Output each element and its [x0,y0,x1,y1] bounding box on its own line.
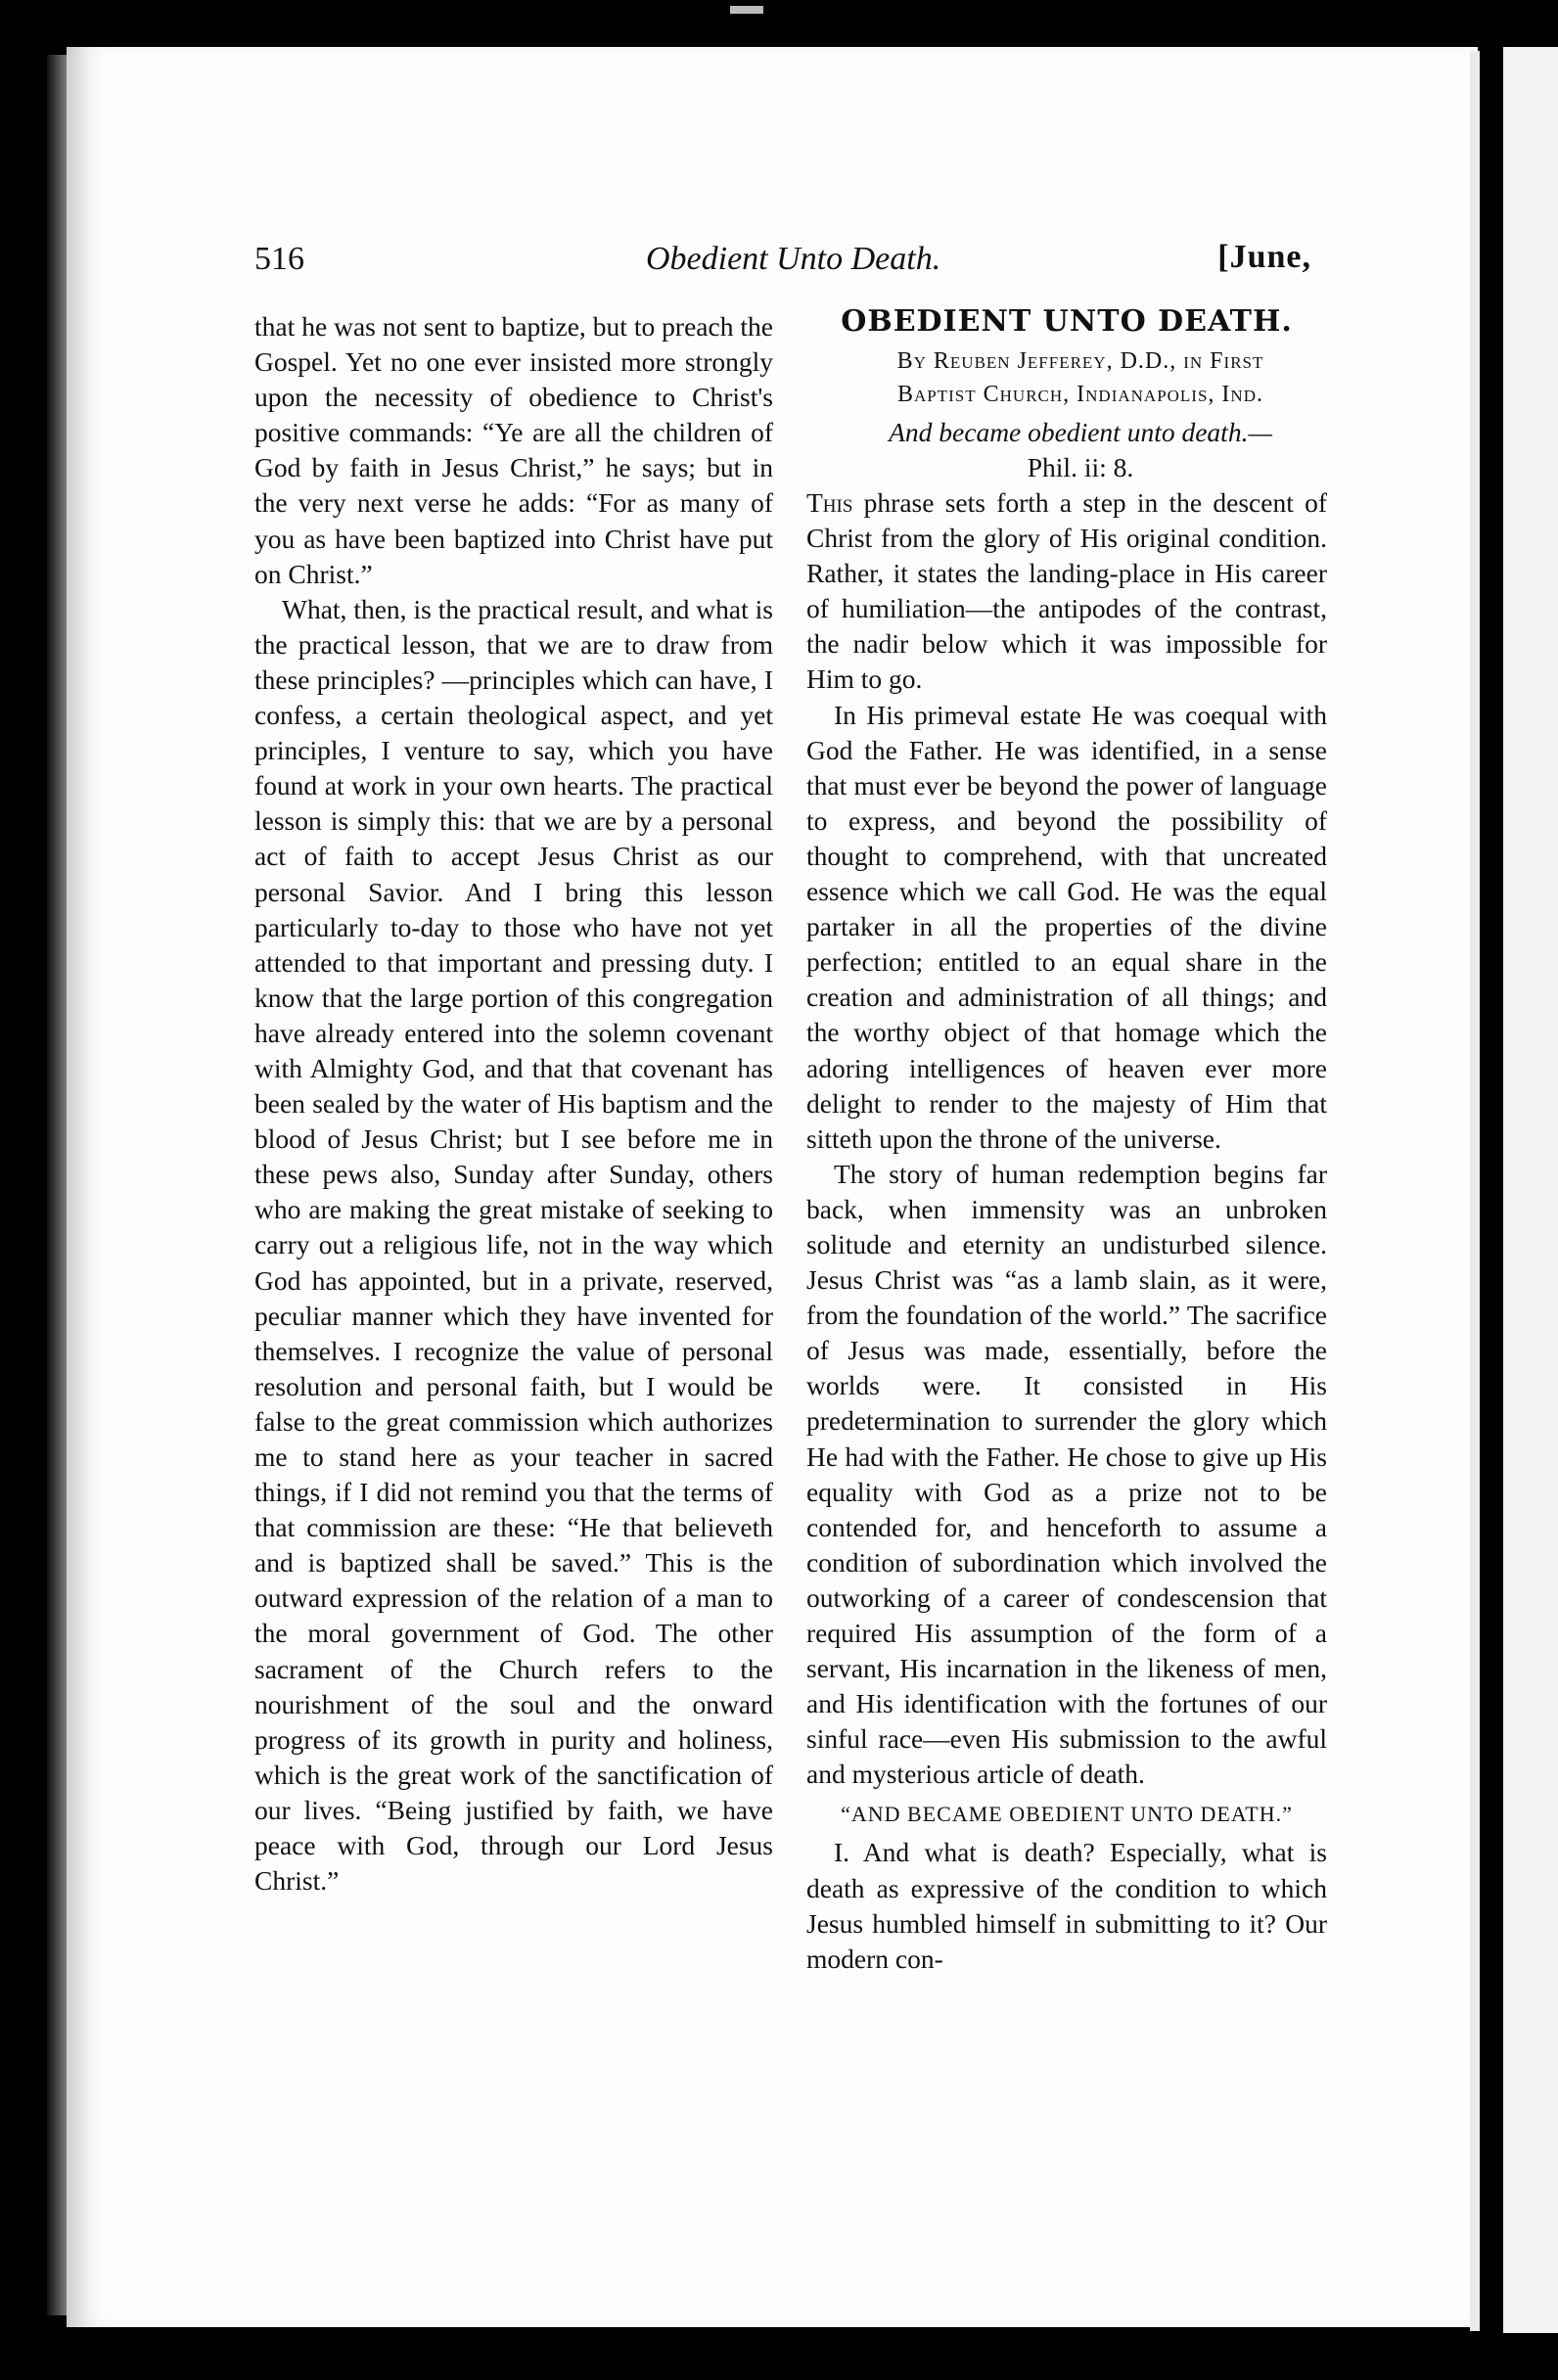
right-paragraph-1 [806,485,1327,698]
scan-mark [730,6,763,14]
sermon-title: OBEDIENT UNTO DEATH. [841,304,1293,339]
left-paragraph-1: that he was not sent to baptize, but to preach the Gospel. Yet no one ever insisted more strongly upon the necessity of obedience to Christ's positive commands: “Ye are all the children of God by faith in Jesus Christ,” he says; but in the very next verse he adds: “For as many of you as have been baptized into Christ have put on Christ.” [254,311,773,589]
left-column [254,309,773,1899]
right-paragraph-1-text: phrase sets forth a step in the descent of Christ from the glory of His original condition. Rather, it states the landing-place in His career of humiliation—the antipodes of the contrast, the nadir below which it was impossible for Him to go. [806,487,1327,695]
epigraph-text: And became obedient unto death.— [889,417,1272,447]
left-paragraph-2: What, then, is the practical result, and what is the practical lesson, that we are to draw from these principles? —principles which can have, I confess, a certain theological aspect, and yet principles, I venture to say, which you have found at work in your own hearts. The practical lesson is simply this: that we are by a personal act of faith to accept Jesus Christ as our personal Savior. And I bring this lesson particularly to-day to those who have not yet attended to that important and pressing duty. I know that the large portion of this congregation have already entered into the solemn covenant with Almighty God, and that that covenant has been sealed by the water of His baptism and the blood of Jesus Christ; but I see before me in these pews also, Sunday after Sunday, others who are making the great mistake of seeking to carry out a religious life, not in the way which God has appointed, but in a private, reserved, peculiar manner which they have invented for themselves. I recognize the value of personal resolution and personal faith, but I would be false to the great commission which authorizes me to stand here as your teacher in sacred things, if I did not remind you that the terms of that commission are these: “He that believeth and is baptized shall be saved.” This is the outward expression of the relation of a man to the moral government of God. The other sacrament of the Church refers to the nourishment of the soul and the onward progress of its growth in purity and holiness, which is the great work of the sanctification of our lives. “Being justified by faith, we have peace with God, through our Lord Jesus Christ.” [254,593,773,1897]
right-paragraph-3: The story of human redemption begins far back, when immensity was an unbroken solitude and eternity an undisturbed silence. Jesus Christ was “as a lamb slain, as it were, from the foundation of the world.” The sacrifice of Jesus was made, essentially, before the worlds were. It consisted in His predetermination to surrender the glory which He had with the Father. He chose to give up His equality with God as a prize not to be contended for, and henceforth to assume a condition of subordination which involved the outworking of a career of condescension that required His assumption of the form of a servant, His incarnation in the likeness of men, and His identification with the fortunes of our sinful race—even His submission to the awful and mysterious article of death. [806,1158,1327,1790]
running-month: [June, [1217,239,1311,275]
epigraph-reference: Phil. ii: 8. [1027,452,1134,482]
page-number: 516 [254,241,304,277]
right-column [806,304,1327,1977]
right-paragraph-4: I. And what is death? Especially, what is death as expressive of the condition to which Jesus humbled himself in submitting to it? Our modern con- [806,1837,1327,1974]
facing-page-edge [1503,47,1558,2333]
byline-line-1: By Reuben Jefferey, D.D., in First [896,348,1264,374]
page-edge [1470,51,1480,2331]
running-header [254,235,1311,294]
drop-word: This [806,487,853,518]
right-paragraph-2: In His primeval estate He was coequal with God the Father. He was identified, in a sense that must ever be beyond the power of language to express, and beyond the possibility of thought to comprehend, with that uncreated essence which we call God. He was the equal partaker in all the properties of the divine perfection; entitled to an equal share in the creation and administration of all things; and the worthy object of that homage which the adoring intelligences of heaven ever more delight to render to the majesty of Him that sitteth upon the throne of the universe. [806,699,1327,1154]
running-title: Obedient Unto Death. [646,241,941,277]
byline-line-2: Baptist Church, Indianapolis, Ind. [897,382,1263,407]
section-subheading: “AND BECAME OBEDIENT UNTO DEATH.” [841,1802,1293,1827]
